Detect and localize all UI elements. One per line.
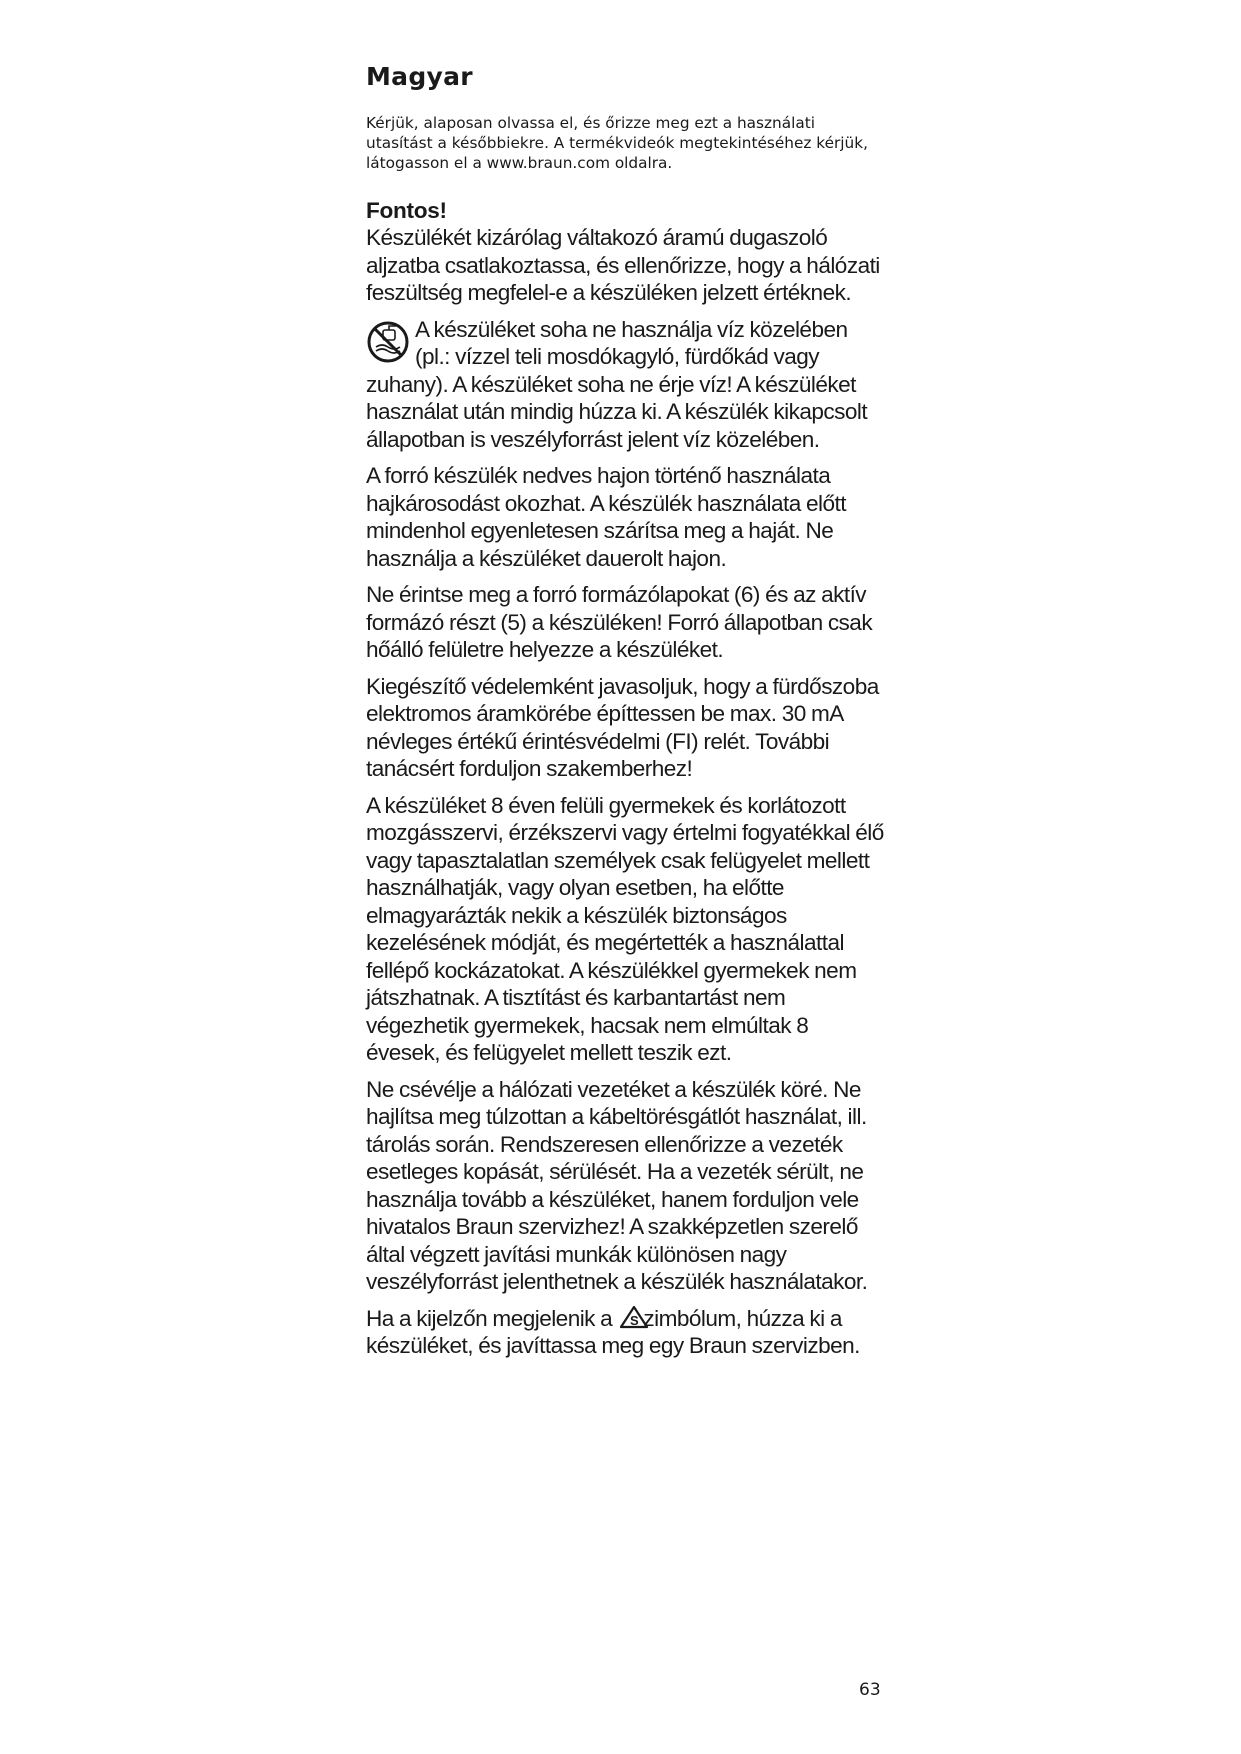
service-text-after: zimbólum, húzza ki a készüléket, és javíttassa meg egy Braun szervizben. — [366, 1305, 860, 1358]
no-water-icon — [366, 320, 410, 364]
paragraph-children: A készüléket 8 éven felüli gyermekek és korlátozott mozgásszervi, érzékszervi vagy értelmi fogyatékkal élő vagy tapasztalatlan személyek csak felügyelet mellett használhatják, vagy olyan esetben, ha előtte elmagyarázták nekik a készülék biztonságos kezelésének módját, és megértették a használattal fellépő kockázatokat. A készülékkel gyermekek nem játszhatnak. A tisztítást és karbantartást nem végezhetik gyermekek, hacsak nem elmúltak 8 évesek, és felügyelet mellett teszik ezt. — [366, 792, 884, 1065]
water-warning-text: A készüléket soha ne használja víz közelében (pl.: vízzel teli mosdókagyló, fürdőkád vagy zuhany). A készüléket soha ne érje víz! A készüléket használat után mindig húzza ki. A készülék kikapcsolt állapotban is veszélyforrást jelent víz közelében. — [366, 316, 868, 452]
service-symbol-letter: S — [630, 1312, 639, 1328]
important-heading: Fontos! — [366, 198, 447, 223]
paragraph-hot-plates: Ne érintse meg a forró formázólapokat (6) és az aktív formázó részt (5) a készüléken! Forró állapotban csak hőálló felületre helyezze a készüléket. — [366, 582, 873, 662]
paragraph-rcd: Kiegészítő védelemként javasoljuk, hogy a fürdőszoba elektromos áramkörébe építtessen be max. 30 mA névleges értékű érintésvédelmi (FI) relét. További tanácsért forduljon szakemberhez! — [366, 673, 879, 781]
language-heading: Magyar — [366, 62, 473, 91]
intro-text: Kérjük, alaposan olvassa el, és őrizze meg ezt a használati utasítást a későbbiekre. A termékvideók megtekintéséhez kérjük, látogasson el a www.braun.com oldalra. — [366, 114, 868, 172]
paragraph-service — [366, 1305, 886, 1360]
safety-section — [366, 198, 886, 1360]
paragraph-cord: Ne csévélje a hálózati vezetéket a készülék köré. Ne hajlítsa meg túlzottan a kábeltörésgátlót használat, ill. tárolás során. Rendszeresen ellenőrizze a vezeték esetleges kopását, sérülését. Ha a vezeték sérült, ne használja tovább a készüléket, hanem forduljon vele hivatalos Braun szervizhez! A szakképzetlen szerelő által végzett javítási munkák különösen nagy veszélyforrást jelenthetnek a készülék használatakor. — [366, 1076, 868, 1294]
page-number: 63 — [859, 1680, 881, 1700]
paragraph-hot-hair: A forró készülék nedves hajon történő használata hajkárosodást okozhat. A készülék használata előtt mindenhol egyenletesen szárítsa meg a haját. Ne használja a készüléket dauerolt hajon. — [366, 463, 846, 571]
water-warning-paragraph — [366, 316, 886, 454]
manual-page — [366, 62, 886, 1369]
important-text: Készülékét kizárólag váltakozó áramú dugaszoló aljzatba csatlakoztassa, és ellenőrizze, hogy a hálózati feszültség megfelel-e a készüléken jelzett értéknek. — [366, 225, 880, 305]
service-text-before: Ha a kijelzőn megjelenik a — [366, 1305, 618, 1331]
